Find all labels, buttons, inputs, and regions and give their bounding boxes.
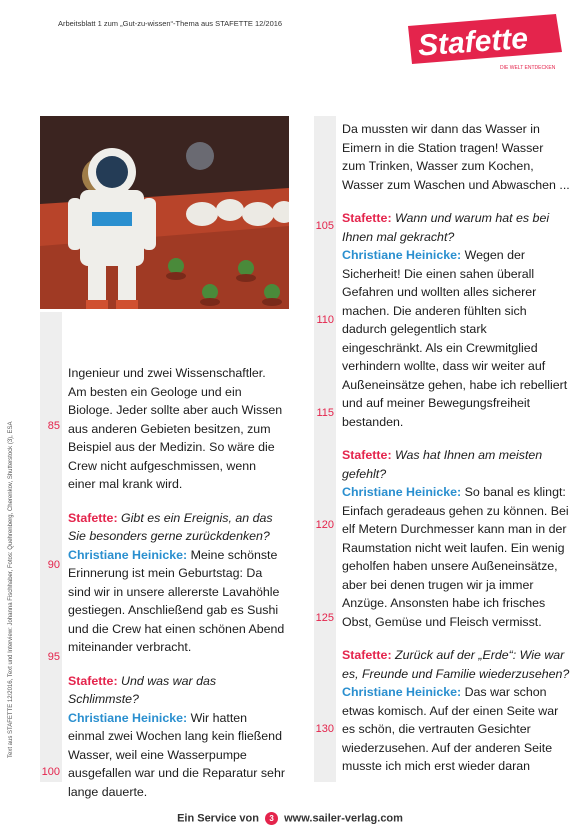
line-number-bar-left <box>40 312 62 782</box>
stafette-label: Stafette: <box>342 648 392 662</box>
question-schlimmste <box>68 672 286 709</box>
line-number: 115 <box>316 407 334 419</box>
worksheet-header: Arbeitsblatt 1 zum „Gut-zu-wissen“-Thema aus STAFETTE 12/2016 <box>58 19 283 28</box>
line-number: 90 <box>47 559 60 571</box>
heinicke-label: Christiane Heinicke: <box>342 485 462 499</box>
question-gibt-es-ein-ereignis <box>68 509 286 546</box>
answer-text: So banal es klingt: Einfach geradeaus gehen zu können. Bei elf Metern Durchmesser kann man in der Raumstation nicht weit laufen. Ein wenig geholfen haben unsere Außeneinsätze, aber bei denen trugen wir ja immer Anzüge. Ansonsten habe ich frisches Obst, Gemüse und Fleisch vermisst. <box>342 485 569 629</box>
heinicke-label: Christiane Heinicke: <box>68 547 188 562</box>
question-text: Wann und warum hat es bei Ihnen mal gekracht? <box>342 211 550 244</box>
line-number-bar-right <box>314 116 336 782</box>
paragraph: Ingenieur und zwei Wissenschaftler. Am besten ein Geologe und ein Biologe. Jeder sollte aber auch Wissen aus anderen Gebieten besitzen, zum Beispiel aus der Medizin. So wäre die Crew nicht aufgeschmissen, wenn einer mal krank wird. <box>68 366 283 491</box>
line-number: 120 <box>315 519 334 531</box>
answer-text: Das war schon etwas komisch. Auf der einen Seite war es schön, die vertrauten Gesichter wiederzusehen. Auf der anderen Seite musste ich mich erst wieder daran <box>342 685 559 773</box>
line-number: 85 <box>47 420 60 432</box>
heinicke-label: Christiane Heinicke: <box>342 685 462 699</box>
heinicke-label: Christiane Heinicke: <box>68 710 188 725</box>
line-number: 110 <box>316 314 334 326</box>
question-text: Und was war das Schlimmste? <box>68 673 217 706</box>
question-gefehlt <box>342 446 570 483</box>
answer-text: Wir hatten einmal zwei Wochen lang kein fließend Wasser, weil eine Wasserpumpe ausgefallen war und die Reparatur sehr lange dauerte. <box>68 710 285 799</box>
stafette-label: Stafette: <box>68 673 118 688</box>
publisher-link[interactable]: www.sailer-verlag.com <box>284 812 403 825</box>
question-zurueck <box>342 646 570 683</box>
stafette-logo <box>404 12 564 72</box>
footer <box>0 812 580 825</box>
left-column <box>68 364 286 801</box>
question-text: Zurück auf der „Erde“: Wie war es, Freunde und Familie wiederzusehen? <box>342 648 570 681</box>
paragraph: Da mussten wir dann das Wasser in Eimern in die Station tragen! Wasser zum Trinken, Wasser zum Kochen, Wasser zum Waschen und Abwaschen ... <box>342 122 570 192</box>
answer-text: Wegen der Sicherheit! Die einen sahen überall Gefahren und wollten alles sicherer machen. Die anderen fühlten sich dadurch gelegentlich stark eingeschränkt. Als ein Crewmitglied verhindern wollte, dass wir weiter auf Außeneinsätze gehen, habe ich rebelliert und auf meiner Bewegungsfreiheit bestanden. <box>342 248 568 429</box>
line-number: 130 <box>315 723 334 735</box>
line-number: 105 <box>315 220 334 232</box>
line-number: 95 <box>47 651 60 663</box>
svg-text:Stafette: Stafette <box>416 21 530 63</box>
question-gekracht <box>342 209 570 246</box>
answer-geburtstag <box>68 546 286 657</box>
answer-wasser <box>68 709 286 802</box>
question-text: Was hat Ihnen am meisten gefehlt? <box>342 448 543 481</box>
sailer-badge-icon: 3 <box>265 812 278 825</box>
line-number: 100 <box>41 766 60 778</box>
svg-text:DIE WELT ENTDECKEN: DIE WELT ENTDECKEN <box>500 65 556 71</box>
answer-geradeaus <box>342 483 570 631</box>
stafette-label: Stafette: <box>68 510 118 525</box>
line-number: 125 <box>315 612 334 624</box>
answer-komisch <box>342 683 570 776</box>
image-credit: Text aus STAFETTE 12/2016, Text und Interview: Johanna Fischhaber, Fotos: Quehrenberg, Cherenkov, Shutterstock (3), ESA <box>8 421 14 758</box>
heinicke-label: Christiane Heinicke: <box>342 248 462 262</box>
astronaut-illustration <box>40 116 289 309</box>
answer-text: Meine schönste Erinnerung ist mein Geburtstag: Da sind wir in unsere allererste Lavahöhle gestiegen. Anschließend gab es Sushi und die Crew hat einen schönen Abend miteinander verbracht. <box>68 547 285 654</box>
footer-prefix: Ein Service von <box>177 812 259 825</box>
question-text: Gibt es ein Ereignis, an das Sie besonders gerne zurückdenken? <box>68 510 273 543</box>
answer-sicherheit <box>342 246 570 431</box>
stafette-label: Stafette: <box>342 211 392 225</box>
right-column <box>342 120 570 776</box>
stafette-label: Stafette: <box>342 448 392 462</box>
